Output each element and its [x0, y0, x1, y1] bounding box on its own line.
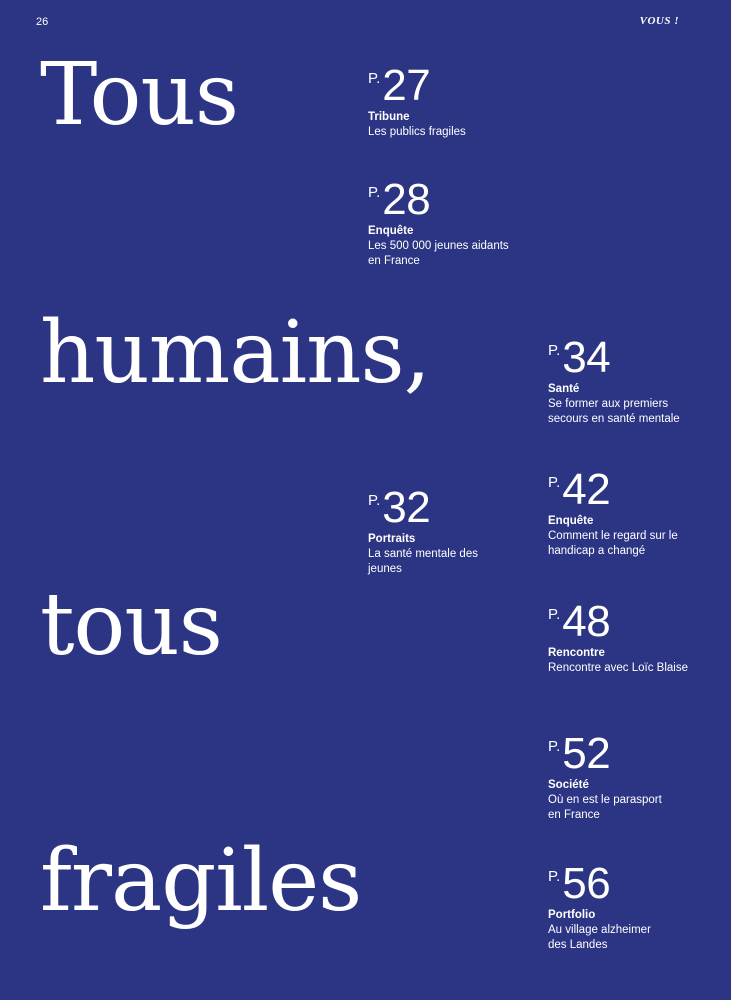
page-number-large: 32	[382, 483, 431, 532]
page-reference	[548, 729, 708, 778]
toc-entry[interactable]	[368, 483, 528, 577]
page-number-large: 52	[562, 729, 611, 778]
page-reference	[368, 483, 528, 532]
entry-category: Société	[548, 779, 589, 791]
entry-category: Portraits	[368, 533, 416, 545]
page-number-large: 34	[562, 333, 611, 382]
entry-description: Au village alzheimer des Landes	[548, 924, 651, 951]
page-number-large: 56	[562, 859, 611, 908]
toc-entry[interactable]	[548, 465, 708, 559]
page-number-large: 42	[562, 465, 611, 514]
page-reference	[368, 61, 528, 110]
entry-category: Enquête	[548, 515, 594, 527]
entry-description: Rencontre avec Loïc Blaise	[548, 662, 688, 674]
entry-category: Enquête	[368, 225, 414, 237]
page-prefix: P.	[548, 342, 561, 359]
toc-entry[interactable]	[548, 597, 708, 676]
entry-category: Santé	[548, 383, 580, 395]
page-prefix: P.	[368, 184, 381, 201]
headline-word: humains,	[40, 303, 430, 403]
page-number-large: 27	[382, 61, 431, 110]
page-prefix: P.	[548, 738, 561, 755]
toc-entry[interactable]	[548, 729, 708, 823]
page-number-large: 48	[562, 597, 611, 646]
page-prefix: P.	[548, 606, 561, 623]
toc-entry[interactable]	[548, 859, 708, 953]
entry-description: Les publics fragiles	[368, 126, 466, 138]
toc-entry[interactable]	[548, 333, 708, 427]
page-reference	[368, 175, 528, 224]
page-prefix: P.	[548, 474, 561, 491]
entry-description: Comment le regard sur le handicap a changé	[548, 530, 678, 557]
page-reference	[548, 465, 708, 514]
headline-word: fragiles	[40, 831, 362, 931]
headline-word: tous	[40, 575, 222, 675]
entry-description: Se former aux premiers secours en santé mentale	[548, 398, 680, 425]
page-prefix: P.	[368, 70, 381, 87]
magazine-title: VOUS !	[639, 15, 679, 27]
entry-description: Où en est le parasport en France	[548, 794, 662, 821]
toc-entry[interactable]	[368, 175, 528, 269]
entry-description: La santé mentale des jeunes	[368, 548, 478, 575]
page-prefix: P.	[548, 868, 561, 885]
entry-category: Portfolio	[548, 909, 596, 921]
page-number: 26	[36, 16, 49, 28]
page-reference	[548, 333, 708, 382]
entry-category: Rencontre	[548, 647, 605, 659]
entry-description: Les 500 000 jeunes aidants en France	[368, 240, 509, 267]
toc-entry[interactable]	[368, 61, 528, 140]
page-reference	[548, 859, 708, 908]
headline-word: Tous	[40, 45, 238, 145]
page-prefix: P.	[368, 492, 381, 509]
page-reference	[548, 597, 708, 646]
entry-category: Tribune	[368, 111, 410, 123]
page-number-large: 28	[382, 175, 431, 224]
